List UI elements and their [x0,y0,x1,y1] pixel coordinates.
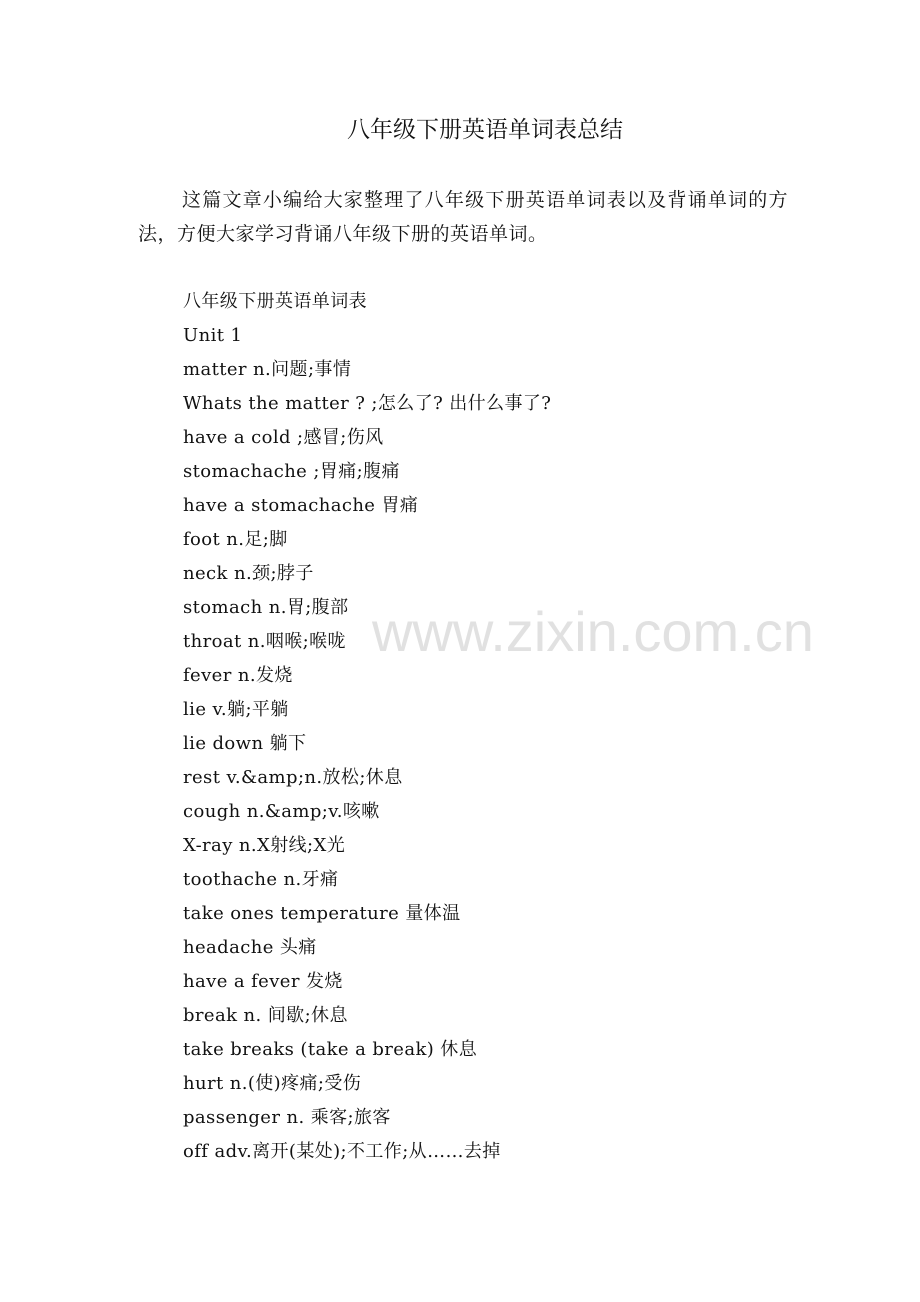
vocab-entry: have a cold ;感冒;伤风 [183,427,384,448]
watermark: www.zixin.com.cn [372,600,814,663]
vocab-entry: have a fever 发烧 [183,971,343,992]
vocab-entry: stomachache ;胃痛;腹痛 [183,461,400,482]
vocabulary-list [183,285,823,1169]
vocab-entry: lie down 躺下 [183,733,307,754]
vocab-entry: matter n.问题;事情 [183,359,352,380]
vocab-entry: Whats the matter ? ;怎么了? 出什么事了? [183,393,552,414]
vocab-entry: lie v.躺;平躺 [183,699,289,720]
unit-heading: Unit 1 [183,325,243,346]
vocab-entry: hurt n.(使)疼痛;受伤 [183,1073,362,1094]
vocab-entry: neck n.颈;脖子 [183,563,314,584]
vocab-entry: cough n.&amp;v.咳嗽 [183,801,380,822]
vocab-entry: break n. 间歇;休息 [183,1005,348,1026]
vocab-entry: toothache n.牙痛 [183,869,339,890]
list-heading: 八年级下册英语单词表 [183,291,367,312]
vocab-entry: fever n.发烧 [183,665,293,686]
vocab-entry: X-ray n.X射线;X光 [183,835,346,856]
vocab-entry: off adv.离开(某处);不工作;从……去掉 [183,1141,501,1162]
document-title: 八年级下册英语单词表总结 [347,117,623,143]
vocab-entry: passenger n. 乘客;旅客 [183,1107,391,1128]
vocab-entry: stomach n.胃;腹部 [183,597,349,618]
vocab-entry: take ones temperature 量体温 [183,903,461,924]
vocab-entry: headache 头痛 [183,937,317,958]
intro-paragraph: 这篇文章小编给大家整理了八年级下册英语单词表以及背诵单词的方法，方便大家学习背诵八年级下册的英语单词。 [138,189,788,245]
vocab-entry: rest v.&amp;n.放松;休息 [183,767,403,788]
vocab-entry: foot n.足;脚 [183,529,288,550]
vocab-entry: have a stomachache 胃痛 [183,495,419,516]
vocab-entry: throat n.咽喉;喉咙 [183,631,346,652]
vocab-entry: take breaks (take a break) 休息 [183,1039,478,1060]
